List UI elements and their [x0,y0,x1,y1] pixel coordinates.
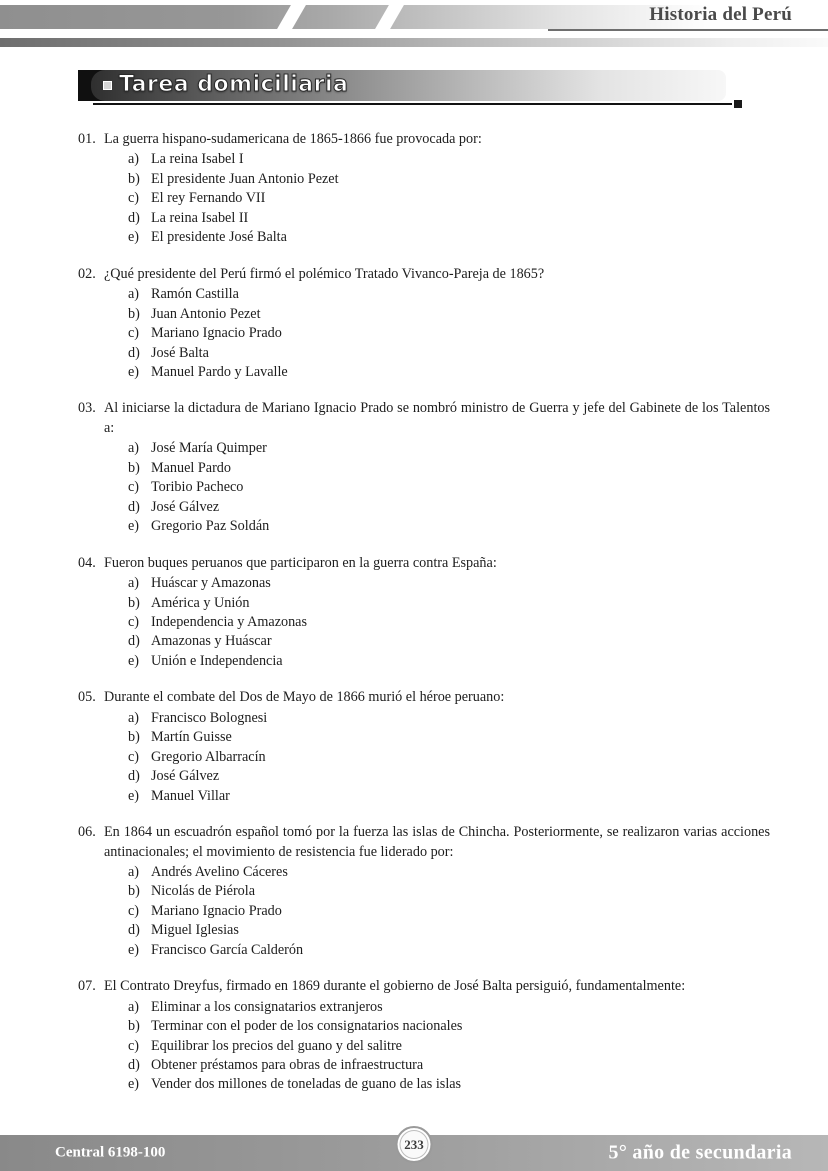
option-text: Equilibrar los precios del guano y del salitre [151,1037,402,1054]
option-item [104,748,770,767]
option-letter: e) [128,1076,140,1093]
question-body [104,823,770,960]
question-number: 02. [78,265,96,282]
question-number: 06. [78,824,96,841]
option-item [104,439,770,458]
option-letter: c) [128,190,140,207]
option-item [104,305,770,324]
option-letter: d) [128,344,140,361]
option-letter: b) [128,883,140,900]
option-text: Nicolás de Piérola [151,883,256,900]
option-item [104,517,770,536]
subject-underline [548,29,828,31]
option-letter: a) [128,863,140,880]
question-body [104,688,770,806]
question-item [78,823,770,960]
option-text: Manuel Villar [151,787,230,804]
header-band-diagonal-gap [374,3,405,31]
option-text: José Gálvez [151,498,220,515]
option-letter: b) [128,594,140,611]
option-item [104,787,770,806]
option-item [104,324,770,343]
option-item [104,632,770,651]
question-list [78,130,770,1095]
option-letter: d) [128,1057,140,1074]
option-text: Independencia y Amazonas [151,613,307,630]
question-number: 07. [78,978,96,995]
question-number: 01. [78,131,96,147]
question-text: Durante el combate del Dos de Mayo de 1866 murió el héroe peruano: [104,689,505,706]
option-text: La reina Isabel I [151,151,244,168]
option-letter: c) [128,1037,140,1054]
option-text: Martín Guisse [151,729,232,746]
option-letter: e) [128,363,140,380]
option-letter: c) [128,613,140,630]
option-letter: c) [128,479,140,496]
option-item [104,459,770,478]
option-text: Manuel Pardo [151,459,231,476]
option-item [104,1037,770,1056]
question-text: En 1864 un escuadrón español tomó por la fuerza las islas de Chincha. Posteriormente, se realizaron varias acciones antinacionales; el movimiento de resistencia fue liderado por: [104,824,770,860]
option-text: Eliminar a los consignatarios extranjeros [151,998,383,1015]
option-letter: e) [128,787,140,804]
option-letter: b) [128,1018,140,1035]
option-list [104,709,770,806]
option-letter: a) [128,151,140,168]
question-text: La guerra hispano-sudamericana de 1865-1866 fue provocada por: [104,131,482,147]
option-text: Mariano Ignacio Prado [151,325,282,342]
option-item [104,921,770,940]
option-item [104,1017,770,1036]
option-letter: a) [128,440,140,457]
option-text: Unión e Independencia [151,652,283,669]
option-item [104,228,770,247]
option-text: Manuel Pardo y Lavalle [151,363,288,380]
option-text: Gregorio Albarracín [151,748,266,765]
option-text: Toribio Pacheco [151,479,244,496]
question-text: ¿Qué presidente del Perú firmó el polémico Tratado Vivanco-Pareja de 1865? [104,265,545,282]
question-body [104,554,770,672]
banner-endcap-square [734,100,742,108]
option-item [104,209,770,228]
question-item [78,554,770,672]
option-item [104,902,770,921]
page-footer [0,1135,828,1171]
option-list [104,863,770,960]
option-item [104,1056,770,1075]
option-letter: d) [128,922,140,939]
option-letter: a) [128,709,140,726]
question-item [78,399,770,536]
question-body [104,265,770,383]
option-item [104,709,770,728]
question-body [104,399,770,536]
option-list [104,574,770,671]
option-letter: e) [128,229,140,246]
option-item [104,170,770,189]
option-list [104,998,770,1095]
option-text: Ramón Castilla [151,286,239,303]
option-text: Francisco Bolognesi [151,709,268,726]
banner-rule [93,103,732,106]
option-item [104,189,770,208]
option-item [104,594,770,613]
question-number: 03. [78,400,96,417]
option-item [104,1075,770,1094]
option-list [104,439,770,536]
page-header [0,0,828,52]
option-text: Huáscar y Amazonas [151,575,271,592]
option-letter: e) [128,941,140,958]
option-text: Obtener préstamos para obras de infraestructura [151,1057,424,1074]
option-item [104,478,770,497]
option-text: El rey Fernando VII [151,190,266,207]
option-text: Miguel Iglesias [151,922,239,939]
option-item [104,863,770,882]
option-item [104,941,770,960]
option-text: Andrés Avelino Cáceres [151,863,288,880]
question-text: El Contrato Dreyfus, firmado en 1869 durante el gobierno de José Balta persiguió, fundamentalmente: [104,978,686,995]
option-text: La reina Isabel II [151,209,249,226]
option-item [104,363,770,382]
option-item [104,613,770,632]
question-item [78,977,770,1095]
option-text: José Gálvez [151,768,220,785]
option-item [104,998,770,1017]
footer-grade: 5° año de secundaria [608,1141,792,1164]
option-text: Gregorio Paz Soldán [151,518,270,535]
banner-title: Tarea domiciliaria [119,71,349,97]
question-body [104,977,770,1095]
option-text: Juan Antonio Pezet [151,305,261,322]
header-band-diagonal-gap [276,3,307,31]
subject-title: Historia del Perú [649,4,792,25]
option-letter: e) [128,652,140,669]
option-text: El presidente Juan Antonio Pezet [151,170,339,187]
option-list [104,150,770,247]
option-letter: e) [128,518,140,535]
option-text: José Balta [151,344,209,361]
option-letter: b) [128,459,140,476]
question-number: 05. [78,689,96,706]
option-letter: b) [128,170,140,187]
option-item [104,767,770,786]
option-item [104,285,770,304]
option-item [104,728,770,747]
option-letter: d) [128,209,140,226]
option-letter: b) [128,729,140,746]
option-text: José María Quimper [151,440,267,457]
option-text: Mariano Ignacio Prado [151,902,282,919]
option-item [104,150,770,169]
option-item [104,498,770,517]
question-item [78,130,770,248]
question-item [78,265,770,383]
option-item [104,344,770,363]
option-letter: a) [128,998,140,1015]
option-item [104,574,770,593]
option-text: El presidente José Balta [151,229,287,246]
banner-bar [91,70,726,101]
option-letter: c) [128,325,140,342]
option-list [104,285,770,382]
option-letter: d) [128,498,140,515]
question-text: Al iniciarse la dictadura de Mariano Ignacio Prado se nombró ministro de Guerra y jefe del Gabinete de los Talentos a: [104,400,770,436]
option-letter: c) [128,902,140,919]
option-text: Terminar con el poder de los consignatarios nacionales [151,1018,463,1035]
question-body [104,130,770,248]
question-number: 04. [78,554,96,571]
section-banner [78,70,764,104]
question-item [78,688,770,806]
option-letter: c) [128,748,140,765]
bullet-square-icon [103,81,112,90]
option-text: Francisco García Calderón [151,941,304,958]
option-letter: a) [128,575,140,592]
option-letter: d) [128,633,140,650]
option-text: Vender dos millones de toneladas de guano de las islas [151,1076,462,1093]
option-item [104,882,770,901]
footer-phone: Central 6198-100 [55,1144,166,1161]
option-letter: d) [128,768,140,785]
option-item [104,652,770,671]
option-letter: b) [128,305,140,322]
option-letter: a) [128,286,140,303]
question-text: Fueron buques peruanos que participaron en la guerra contra España: [104,554,497,571]
option-text: América y Unión [151,594,250,611]
option-text: Amazonas y Huáscar [151,633,272,650]
page-number-badge: 233 [396,1126,433,1163]
header-accent-strip [0,38,828,47]
